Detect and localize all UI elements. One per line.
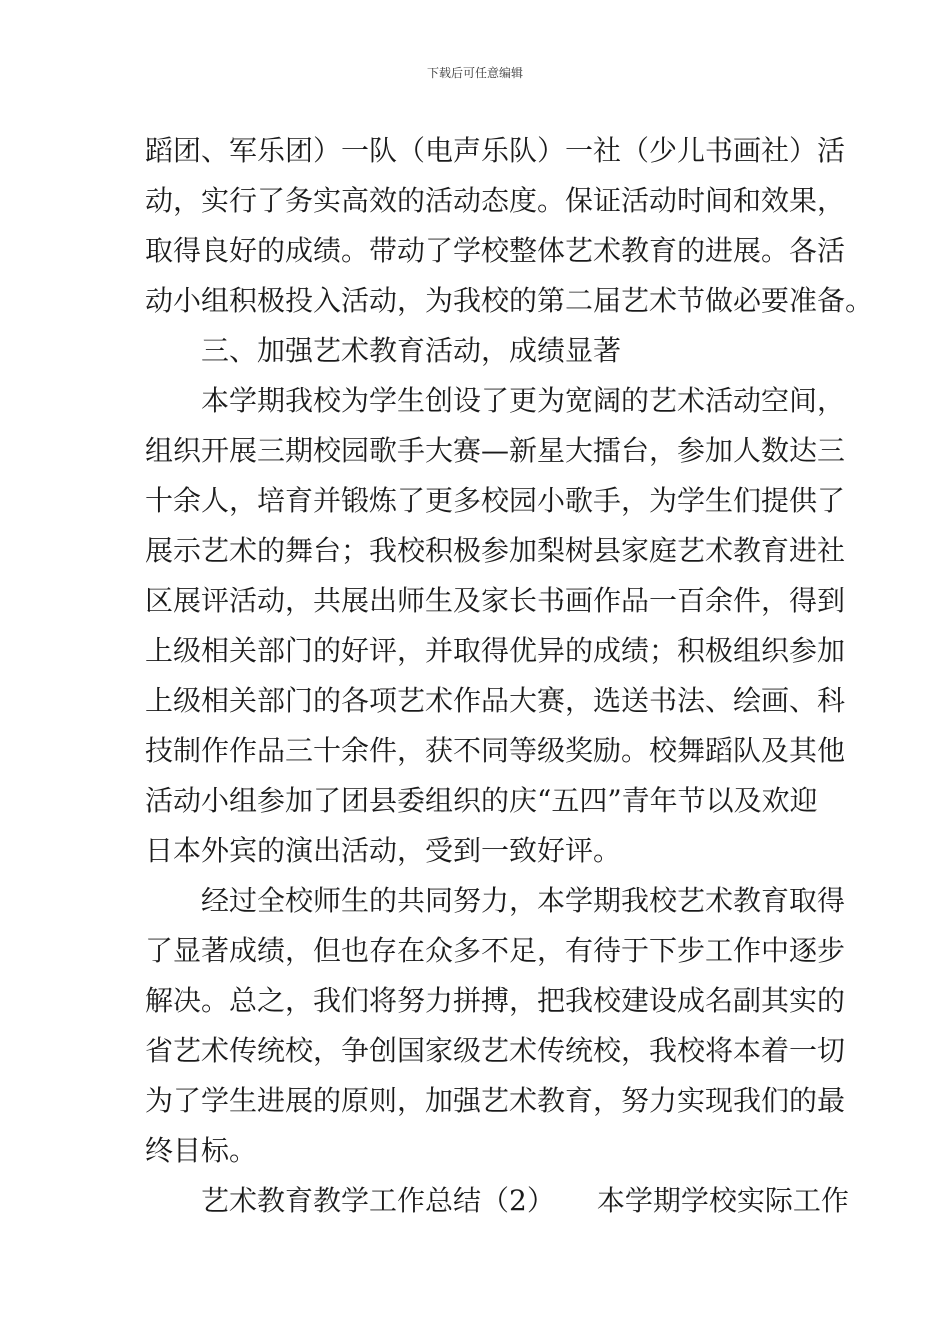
text-line: 为了学生进展的原则，加强艺术教育，努力实现我们的最 [145,1084,846,1117]
text-line: 省艺术传统校，争创国家级艺术传统校，我校将本着一切 [145,1034,846,1067]
text-line: 终目标。 [145,1134,258,1167]
text-line: 上级相关部门的各项艺术作品大赛，选送书法、绘画、科 [145,684,846,717]
text-line: 日本外宾的演出活动，受到一致好评。 [145,834,622,867]
text-line: 技制作作品三十余件，获不同等级奖励。校舞蹈队及其他 [145,734,846,767]
text-line: 十余人，培育并锻炼了更多校园小歌手，为学生们提供了 [145,484,846,517]
text-line: 三、加强艺术教育活动，成绩显著 [201,334,622,367]
text-line: 了显著成绩，但也存在众多不足，有待于下步工作中逐步 [145,934,846,967]
text-line: 艺术教育教学工作总结（2） 本学期学校实际工作 [201,1184,849,1217]
text-line: 区展评活动，共展出师生及家长书画作品一百余件，得到 [145,584,846,617]
page-header: 下载后可任意编辑 [426,66,523,80]
text-line: 动小组积极投入活动，为我校的第二届艺术节做必要准备。 [145,284,874,317]
text-line: 展示艺术的舞台；我校积极参加梨树县家庭艺术教育进社 [145,534,846,567]
text-line: 蹈团、军乐团）一队（电声乐队）一社（少儿书画社）活 [145,134,846,167]
text-line: 上级相关部门的好评，并取得优异的成绩；积极组织参加 [145,634,846,667]
text-line: 活动小组参加了团县委组织的庆“五四”青年节以及欢迎 [145,784,818,817]
text-line: 取得良好的成绩。带动了学校整体艺术教育的进展。各活 [145,234,846,267]
text-line: 经过全校师生的共同努力，本学期我校艺术教育取得 [201,884,846,917]
text-line: 组织开展三期校园歌手大赛—新星大擂台，参加人数达三 [145,434,846,467]
document-body [145,126,874,1226]
text-line: 动，实行了务实高效的活动态度。保证活动时间和效果， [145,184,846,217]
text-line: 本学期我校为学生创设了更为宽阔的艺术活动空间， [201,384,846,417]
text-line: 解决。总之，我们将努力拼搏，把我校建设成名副其实的 [145,984,846,1017]
